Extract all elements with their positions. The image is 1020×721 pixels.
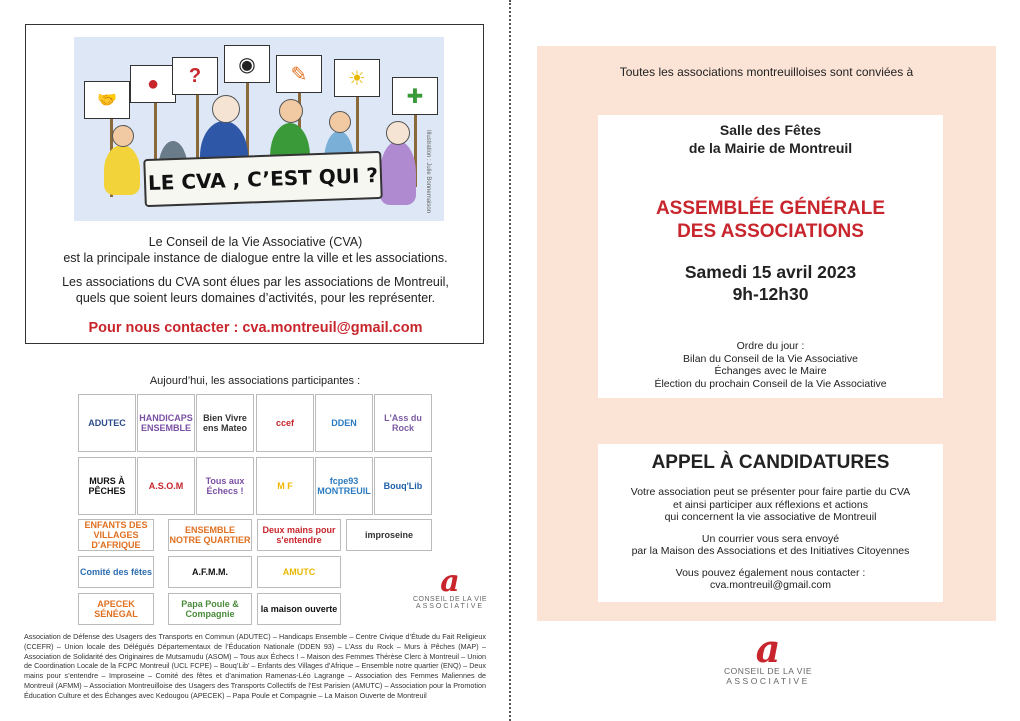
venue-line-2: de la Mairie de Montreuil	[688, 140, 853, 156]
assembly-date	[598, 261, 943, 305]
cand-line: par la Maison des Associations et des Initiatives Citoyennes	[631, 545, 910, 557]
association-logo: ADUTEC	[78, 394, 136, 452]
agenda-item: Élection du prochain Conseil de la Vie Associative	[654, 377, 887, 390]
general-assembly-box	[598, 115, 943, 398]
sun-sign: ☀	[334, 59, 380, 97]
association-logo: Bien Vivre ens Mateo	[196, 394, 254, 452]
agenda	[598, 340, 943, 390]
assembly-title-line-2: DES ASSOCIATIONS	[677, 221, 864, 242]
cva-logo-line2: ASSOCIATIVE	[415, 603, 485, 610]
assembly-time: 9h-12h30	[732, 284, 809, 304]
handshake-sign: 🤝	[84, 81, 130, 119]
assembly-title-line-1: ASSEMBLÉE GÉNÉRALE	[655, 198, 886, 219]
intro-line-1: Le Conseil de la Vie Associative (CVA)	[148, 235, 363, 249]
cva-logo-line1: CONSEIL DE LA VIE	[723, 666, 813, 676]
cva-logo-line2: ASSOCIATIVE	[726, 676, 810, 686]
illustration-protest-signs	[74, 37, 444, 221]
participants-heading: Aujourd’hui, les associations participantes :	[149, 375, 361, 387]
fold-divider	[509, 0, 511, 721]
association-logo: MURS À PÊCHES	[78, 457, 136, 515]
association-logo: AMUTC	[257, 556, 341, 588]
association-logo: improseine	[346, 519, 432, 551]
call-for-candidates-text	[598, 486, 943, 601]
association-logo: Bouq'Lib	[374, 457, 432, 515]
cand-line: et ainsi participer aux réflexions et actions	[673, 498, 868, 511]
intro-line-2: est la principale instance de dialogue entre la ville et les associations.	[63, 251, 448, 265]
venue	[598, 121, 943, 157]
assembly-day: Samedi 15 avril 2023	[684, 262, 857, 282]
cand-line: qui concernent la vie associative de Montreuil	[664, 511, 877, 523]
cross-sign: ✚	[392, 77, 438, 115]
cva-logo-left	[410, 564, 490, 610]
associations-footnote: Association de Défense des Usagers des Transports en Commun (ADUTEC) – Handicaps Ensemble – Centre Civique d’Étude du Fait Religieux (CCEFR) – Union locale des Délégués Départementaux de l’Éducation Nationale (DDEN 93) – L’Ass du Rock – Murs à Pêches (MAP) – Association de Solidarité des Originaires de Mutsamudu (ASOM) – Tous aux Échecs ! – Maison des Femmes Thérèse Clerc à Montreuil – Union de Coordination Locale de la FCPC Montreuil (UCL FCPE) – Bouq’Lib’ – Enfants des Villages d’Afrique – Ensemble notre quartier (ENQ) – Deux mains pour s’entendre – Improseine – Comité des fêtes et d’animation Ramenas-Léo Lagrange – Association des Femmes Maliennes de Montreuil (AFMM) – Association Montreuilloise des Usagers des Transports Collectifs de l’Est Parisien (AMUTC) – Association pour la Promotion Éducation Culture et des Échanges avec Kedougou (APECEK) – Papa Poule et Compagnie – La Maison Ouverte de Montreuil	[24, 632, 486, 700]
speech-bubbles-sign: ✎	[276, 55, 322, 93]
cand-line: Un courrier vous sera envoyé	[701, 532, 840, 545]
cva-intro	[36, 234, 475, 314]
association-logo: APECEK SÉNÉGAL	[78, 593, 154, 625]
intro-line-4: quels que soient leurs domaines d’activités, pour les représenter.	[75, 291, 436, 305]
illustration-banner: LE CVA , C’EST QUI ?	[143, 151, 383, 207]
call-for-candidates-box	[598, 444, 943, 602]
association-logo: ccef	[256, 394, 314, 452]
agenda-item: Échanges avec le Maire	[714, 365, 827, 377]
agenda-title: Ordre du jour :	[736, 340, 805, 352]
association-logo: Deux mains pour s'entendre	[257, 519, 341, 551]
question-sign: ?	[172, 57, 218, 95]
association-logo: Comité des fêtes	[78, 556, 154, 588]
association-logo: ENSEMBLE NOTRE QUARTIER	[168, 519, 252, 551]
cand-line: Vous pouvez également nous contacter :	[675, 566, 866, 579]
association-logo: M F	[256, 457, 314, 515]
venue-line-1: Salle des Fêtes	[719, 122, 822, 138]
cva-logo-mark: a	[755, 626, 781, 671]
association-logo: A.S.O.M	[137, 457, 195, 515]
association-logo: Tous aux Échecs !	[196, 457, 254, 515]
cva-logo-right	[718, 626, 818, 686]
invitation-intro: Toutes les associations montreuilloises sont conviées à	[619, 65, 914, 79]
association-logo: DDEN	[315, 394, 373, 452]
cva-logo-line1: CONSEIL DE LA VIE	[413, 596, 487, 603]
association-logo: la maison ouverte	[257, 593, 341, 625]
association-logo: fcpe93 MONTREUIL	[315, 457, 373, 515]
intro-line-3: Les associations du CVA sont élues par les associations de Montreuil,	[62, 275, 449, 289]
illustration-credit: Illustration : Julie Bonnemaison	[425, 130, 431, 214]
cand-contact-email[interactable]: cva.montreuil@gmail.com	[710, 579, 831, 591]
contact-email-line[interactable]: Pour nous contacter : cva.montreuil@gmail.com	[88, 320, 423, 336]
agenda-item: Bilan du Conseil de la Vie Associative	[683, 352, 858, 365]
association-logo: L'Ass du Rock	[374, 394, 432, 452]
association-logo: HANDICAPS ENSEMBLE	[137, 394, 195, 452]
cva-presentation-box	[25, 24, 484, 344]
association-logo: Papa Poule & Compagnie	[168, 593, 252, 625]
eye-sign: ◉	[224, 45, 270, 83]
cand-line: Votre association peut se présenter pour faire partie du CVA	[630, 486, 911, 498]
assembly-title	[598, 197, 943, 243]
call-for-candidates-title: APPEL À CANDIDATURES	[651, 452, 890, 473]
cva-logo-mark: a	[440, 564, 460, 599]
association-logo: ENFANTS DES VILLAGES D'AFRIQUE	[78, 519, 154, 551]
balloons-sign: ●	[130, 65, 176, 103]
association-logo: A.F.M.M.	[168, 556, 252, 588]
